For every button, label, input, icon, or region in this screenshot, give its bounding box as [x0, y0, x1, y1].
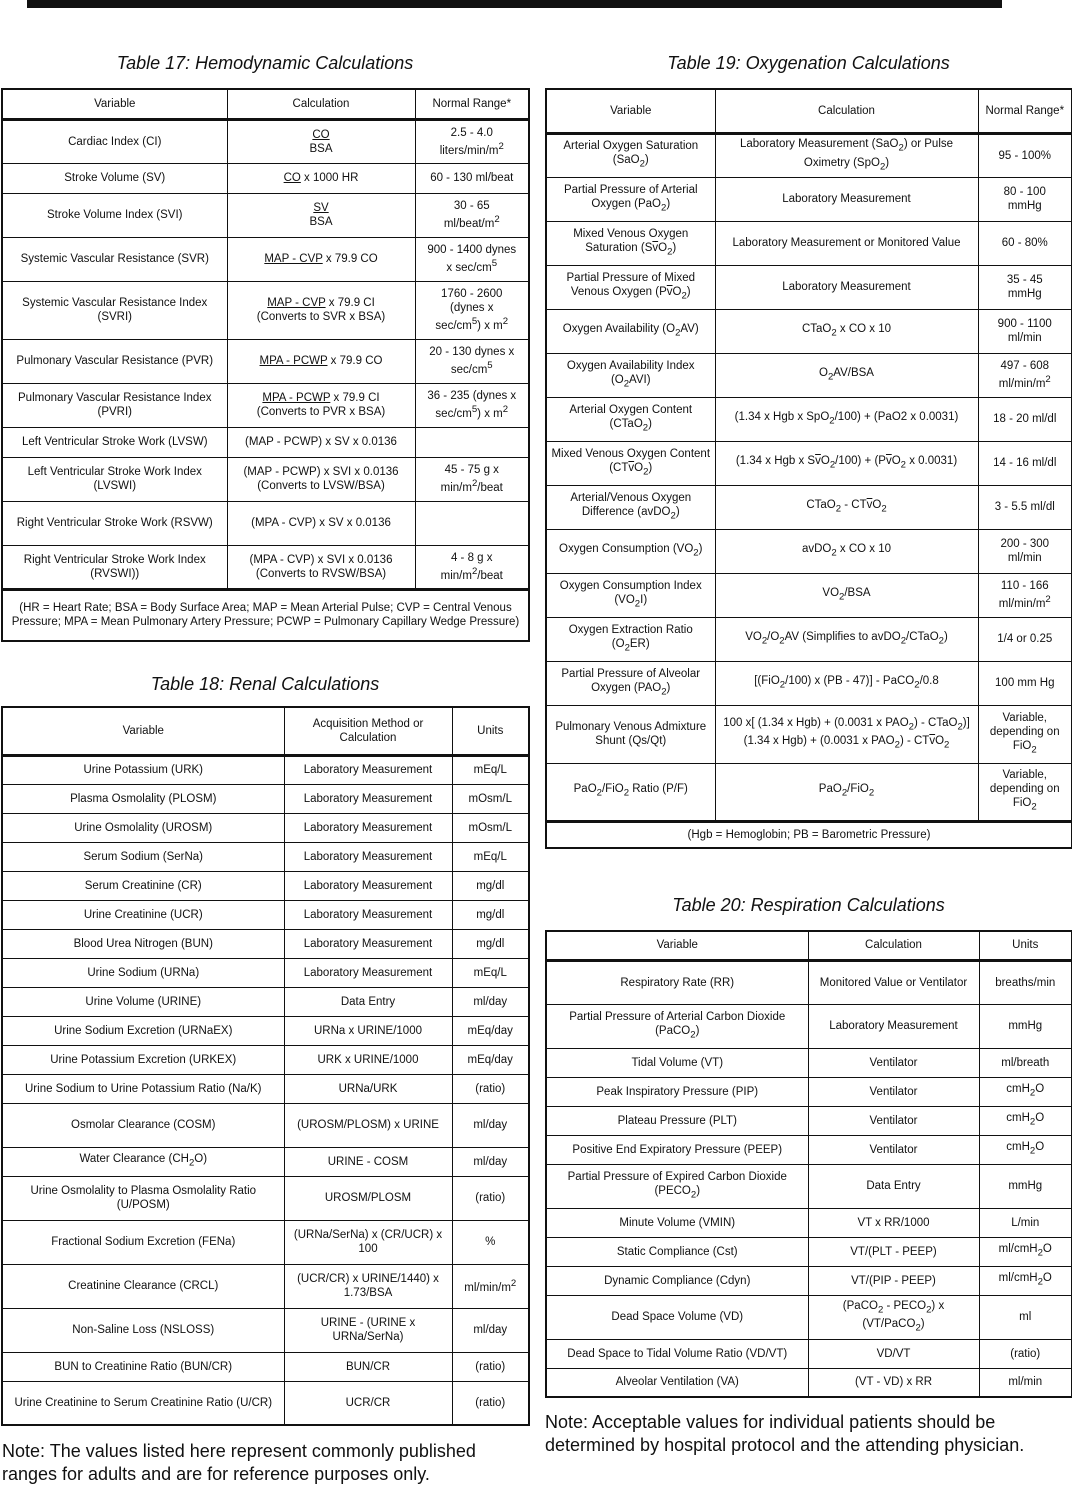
table19-cell-variable: Mixed Venous Oxygen Saturation (SvO$_2$)	[546, 221, 715, 265]
table-row	[2, 958, 529, 987]
table18-cell-calculation: UCR/CR	[284, 1381, 452, 1425]
table19-cell-variable: Oxygen Consumption Index $(VO_2I)$	[546, 573, 715, 617]
table19-cell-variable: Mixed Venous Oxygen Content (CTvO$_2$)	[546, 441, 715, 485]
table18-cell-calculation: (UROSM/PLOSM) x URINE	[284, 1103, 452, 1147]
table17-hemodynamic	[1, 88, 530, 642]
table19-cell-variable: Arterial Oxygen Saturation (SaO$_2$)	[546, 133, 715, 177]
table19-cell-calculation: (1.34 x Hgb x SvO$_2$/100) + (PvO$_2$ x 0.0031)	[715, 441, 978, 485]
table-row	[2, 784, 529, 813]
table20-cell-variable: Partial Pressure of Expired Carbon Dioxide $(PECO_2)$	[546, 1164, 808, 1208]
table18-cell-calculation: Laboratory Measurement	[284, 813, 452, 842]
table18-cell-value: mOsm/L	[452, 813, 529, 842]
table18-cell-variable: Plasma Osmolality (PLOSM)	[2, 784, 284, 813]
table20-cell-value: (ratio)	[979, 1339, 1072, 1368]
table18-cell-calculation: Laboratory Measurement	[284, 929, 452, 958]
table-row	[546, 1164, 1072, 1208]
table-row	[2, 1016, 529, 1045]
table17-cell-variable: Stroke Volume Index (SVI)	[2, 193, 227, 237]
table-row	[546, 617, 1072, 661]
table20-cell-calculation: Ventilator	[808, 1077, 979, 1106]
table18-cell-value: mOsm/L	[452, 784, 529, 813]
table20-cell-value: ml	[979, 1295, 1072, 1339]
table18-cell-value: mEq/day	[452, 1016, 529, 1045]
table-row	[546, 397, 1072, 441]
table-row	[546, 1339, 1072, 1368]
table-row	[546, 1048, 1072, 1077]
table-row	[2, 1352, 529, 1381]
table-row	[546, 1004, 1072, 1048]
table-row	[2, 1147, 529, 1176]
table17-cell-variable: Left Ventricular Stroke Work (LVSW)	[2, 427, 227, 457]
table-row	[2, 545, 529, 589]
table18-cell-value: (ratio)	[452, 1352, 529, 1381]
table18-cell-calculation: Laboratory Measurement	[284, 842, 452, 871]
table-row	[546, 1295, 1072, 1339]
table17-cell-value: 60 - 130 ml/beat	[415, 163, 529, 193]
table-row	[2, 163, 529, 193]
table-row	[2, 1264, 529, 1308]
table19-cell-calculation: Laboratory Measurement	[715, 177, 978, 221]
table20-cell-calculation: (VT - VD) x RR	[808, 1368, 979, 1397]
table18-cell-calculation: Laboratory Measurement	[284, 755, 452, 784]
table18-cell-variable: Blood Urea Nitrogen (BUN)	[2, 929, 284, 958]
table20-cell-value: cmH$_2$O	[979, 1077, 1072, 1106]
table18-cell-value: mg/dl	[452, 900, 529, 929]
table17-cell-variable: Right Ventricular Stroke Work (RSVW)	[2, 501, 227, 545]
table17-header-variable: Variable	[2, 89, 227, 119]
table-row	[2, 987, 529, 1016]
table20-cell-value: mmHg	[979, 1164, 1072, 1208]
table19-cell-calculation: (1.34 x Hgb x SpO$_2$/100) + (PaO2 x 0.0031)	[715, 397, 978, 441]
table18-cell-variable: Urine Sodium (URNa)	[2, 958, 284, 987]
table17-cell-calculation: (MPA - CVP) x SVI x 0.0136 (Converts to RVSW/BSA)	[227, 545, 415, 589]
table18-cell-calculation: URK x URINE/1000	[284, 1045, 452, 1074]
table-row	[2, 119, 529, 163]
table19-footnote-row	[546, 821, 1072, 848]
table20-cell-calculation: Laboratory Measurement	[808, 1004, 979, 1048]
table-row	[2, 193, 529, 237]
table18-cell-value: mEq/L	[452, 842, 529, 871]
table17-cell-value: 2.5 - 4.0 liters/$\min/m^2$	[415, 119, 529, 163]
table-row	[2, 1045, 529, 1074]
table19-header-calculation: Calculation	[715, 89, 978, 133]
table19-cell-value: 900 - 1100 ml/min	[978, 309, 1072, 353]
table19-cell-calculation: CTaO$_2$ x CO x 10	[715, 309, 978, 353]
table18-cell-value: %	[452, 1220, 529, 1264]
table20-cell-calculation: VD/VT	[808, 1339, 979, 1368]
table19-footnote: (Hgb = Hemoglobin; PB = Barometric Pressure)	[546, 821, 1072, 848]
table20-cell-calculation: Ventilator	[808, 1106, 979, 1135]
table18-cell-value: mEq/day	[452, 1045, 529, 1074]
table20-cell-value: breaths/min	[979, 960, 1072, 1004]
table20-cell-variable: Static Compliance (Cst)	[546, 1237, 808, 1266]
table20-cell-calculation: Monitored Value or Ventilator	[808, 960, 979, 1004]
table18-cell-calculation: Laboratory Measurement	[284, 784, 452, 813]
table19-caption: Table 19: Oxygenation Calculations	[667, 53, 950, 73]
table17-cell-calculation: MAP - CVP x 79.9 CO	[227, 237, 415, 281]
table20-cell-value: ml/min	[979, 1368, 1072, 1397]
table-row	[546, 485, 1072, 529]
table-row	[546, 705, 1072, 763]
table-row	[2, 1103, 529, 1147]
table-row	[546, 1237, 1072, 1266]
table18-cell-variable: BUN to Creatinine Ratio (BUN/CR)	[2, 1352, 284, 1381]
table19-cell-variable: Arterial/Venous Oxygen Difference (avDO$_2$)	[546, 485, 715, 529]
table-row	[2, 457, 529, 501]
table18-header-row	[2, 707, 529, 755]
table19-cell-value: 3 - 5.5 ml/dl	[978, 485, 1072, 529]
table18-cell-variable: Urine Volume (URINE)	[2, 987, 284, 1016]
table20-cell-variable: Plateau Pressure (PLT)	[546, 1106, 808, 1135]
table-row	[2, 1074, 529, 1103]
table-row	[546, 1208, 1072, 1237]
table17-cell-value: 30 - 65 $ml/beat/m^2$	[415, 193, 529, 237]
table17-cell-variable: Pulmonary Vascular Resistance (PVR)	[2, 339, 227, 383]
table-row	[2, 755, 529, 784]
table-row	[2, 813, 529, 842]
table19-cell-calculation: 100 x[ (1.34 x Hgb) + (0.0031 x $PAO_2$) - CTaO$_2$)] (1.34 x Hgb) + (0.0031 x $PAO_2$) - CTvO$_2$	[715, 705, 978, 763]
table17-cell-calculation: CO BSA	[227, 119, 415, 163]
table19-oxygenation	[545, 88, 1072, 849]
table17-cell-calculation: MPA - PCWP x 79.9 CI (Converts to PVR x BSA)	[227, 383, 415, 427]
table-row	[546, 309, 1072, 353]
table-row	[2, 1220, 529, 1264]
table20-header-variable: Variable	[546, 931, 808, 960]
table18-cell-calculation: BUN/CR	[284, 1352, 452, 1381]
table18-header-variable: Variable	[2, 707, 284, 755]
table-row	[546, 1368, 1072, 1397]
table18-cell-value: (ratio)	[452, 1074, 529, 1103]
table20-cell-calculation: (PaCO$_2$ - $PECO_2$) x (VT/PaCO$_2$)	[808, 1295, 979, 1339]
table18-cell-calculation: URINE - (URINE x URNa/SerNa)	[284, 1308, 452, 1352]
table18-cell-calculation: UROSM/PLOSM	[284, 1176, 452, 1220]
table17-cell-calculation: SV BSA	[227, 193, 415, 237]
table19-cell-value: 110 - 166 $ml/\min/m^2$	[978, 573, 1072, 617]
table20-cell-value: L/min	[979, 1208, 1072, 1237]
table-row	[546, 573, 1072, 617]
table19-cell-value: 14 - 16 ml/dl	[978, 441, 1072, 485]
table18-cell-variable: Urine Potassium Excretion (URKEX)	[2, 1045, 284, 1074]
table19-cell-value: 95 - 100%	[978, 133, 1072, 177]
table17-footnote-row	[2, 589, 529, 641]
table18-cell-value: ml/day	[452, 1147, 529, 1176]
table20-cell-variable: Dead Space to Tidal Volume Ratio (VD/VT)	[546, 1339, 808, 1368]
table-row	[2, 281, 529, 339]
table-row	[2, 383, 529, 427]
table17-cell-value	[415, 501, 529, 545]
table18-cell-calculation: Laboratory Measurement	[284, 871, 452, 900]
table20-cell-variable: Minute Volume (VMIN)	[546, 1208, 808, 1237]
table18-cell-variable: Urine Sodium to Urine Potassium Ratio (Na/K)	[2, 1074, 284, 1103]
table18-cell-variable: Urine Potassium (URK)	[2, 755, 284, 784]
table18-cell-value: mg/dl	[452, 871, 529, 900]
table17-cell-calculation: (MPA - CVP) x SV x 0.0136	[227, 501, 415, 545]
table-row	[546, 441, 1072, 485]
table20-cell-calculation: Ventilator	[808, 1048, 979, 1077]
table17-cell-calculation: (MAP - PCWP) x SVI x 0.0136 (Converts to LVSW/BSA)	[227, 457, 415, 501]
table19-cell-value: 200 - 300 ml/min	[978, 529, 1072, 573]
table20-cell-variable: Positive End Expiratory Pressure (PEEP)	[546, 1135, 808, 1164]
table19-cell-value: 100 mm Hg	[978, 661, 1072, 705]
table18-cell-variable: Urine Sodium Excretion (URNaEX)	[2, 1016, 284, 1045]
table17-header-value: Normal Range*	[415, 89, 529, 119]
table18-header-calculation: Acquisition Method or Calculation	[284, 707, 452, 755]
table-row	[546, 1266, 1072, 1295]
table19-cell-value: 1/4 or 0.25	[978, 617, 1072, 661]
table17-cell-variable: Systemic Vascular Resistance Index (SVRI)	[2, 281, 227, 339]
table19-cell-variable: Partial Pressure of Alveolar Oxygen $(PAO_2)$	[546, 661, 715, 705]
table20-cell-value: mmHg	[979, 1004, 1072, 1048]
table18-cell-value: mg/dl	[452, 929, 529, 958]
table17-cell-value: 4 - 8 g x $\min/m^2$/beat	[415, 545, 529, 589]
table17-cell-variable: Pulmonary Vascular Resistance Index (PVRI)	[2, 383, 227, 427]
table20-cell-variable: Alveolar Ventilation (VA)	[546, 1368, 808, 1397]
table20-cell-value: ml/cmH$_2$O	[979, 1266, 1072, 1295]
table17-cell-variable: Left Ventricular Stroke Work Index (LVSWI)	[2, 457, 227, 501]
table19-header-row	[546, 89, 1072, 133]
table18-cell-calculation: Laboratory Measurement	[284, 958, 452, 987]
table-row	[2, 237, 529, 281]
table17-cell-value: 1760 - 2600 (dynes x $\sec/cm^5$) x $m^2$	[415, 281, 529, 339]
table17-cell-calculation: CO x 1000 HR	[227, 163, 415, 193]
table19-cell-calculation: $O_2AV$/BSA	[715, 353, 978, 397]
table19-cell-calculation: PaO$_2$/FiO$_2$	[715, 763, 978, 821]
table20-cell-calculation: Data Entry	[808, 1164, 979, 1208]
table20-cell-variable: Dead Space Volume (VD)	[546, 1295, 808, 1339]
table19-cell-value: 497 - 608 $ml/\min/m^2$	[978, 353, 1072, 397]
note-right: Note: Acceptable values for individual patients should be determined by hospital protocol and the attending physician.	[545, 1412, 1025, 1455]
table17-header-row	[2, 89, 529, 119]
table17-cell-calculation: MPA - PCWP x 79.9 CO	[227, 339, 415, 383]
table19-cell-value: 35 - 45 mmHg	[978, 265, 1072, 309]
table18-cell-variable: Creatinine Clearance (CRCL)	[2, 1264, 284, 1308]
table19-header-variable: Variable	[546, 89, 715, 133]
table18-cell-calculation: URNa/URK	[284, 1074, 452, 1103]
table17-cell-variable: Cardiac Index (CI)	[2, 119, 227, 163]
table17-cell-value	[415, 427, 529, 457]
table19-cell-calculation: [(FiO$_2$/100) x (PB - 47)] - PaCO$_2$/0.8	[715, 661, 978, 705]
table19-cell-value: 80 - 100 mmHg	[978, 177, 1072, 221]
table-row	[546, 353, 1072, 397]
table-row	[546, 177, 1072, 221]
table20-cell-value: cmH$_2$O	[979, 1106, 1072, 1135]
table18-cell-value: ml/day	[452, 1103, 529, 1147]
table-row	[546, 1106, 1072, 1135]
table19-cell-calculation: Laboratory Measurement	[715, 265, 978, 309]
table17-cell-value: 20 - 130 dynes x $\sec/cm^5$	[415, 339, 529, 383]
table19-cell-value: Variable, depending on FiO$_2$	[978, 763, 1072, 821]
table19-cell-value: Variable, depending on FiO$_2$	[978, 705, 1072, 763]
table17-caption: Table 17: Hemodynamic Calculations	[116, 53, 414, 73]
table18-cell-value: (ratio)	[452, 1176, 529, 1220]
table18-cell-variable: Water Clearance $(CH_2O)$	[2, 1147, 284, 1176]
table19-cell-variable: Oxygen Consumption $(VO_2)$	[546, 529, 715, 573]
table20-cell-calculation: VT/(PIP - PEEP)	[808, 1266, 979, 1295]
table-row	[546, 763, 1072, 821]
table-row	[546, 960, 1072, 1004]
table-row	[2, 1176, 529, 1220]
table-row	[546, 265, 1072, 309]
table18-cell-variable: Urine Creatinine (UCR)	[2, 900, 284, 929]
table20-cell-calculation: VT x RR/1000	[808, 1208, 979, 1237]
table-row	[546, 133, 1072, 177]
top-rule	[27, 0, 1002, 8]
table20-respiration	[545, 930, 1072, 1398]
table18-cell-variable: Urine Osmolality to Plasma Osmolality Ratio (U/POSM)	[2, 1176, 284, 1220]
table-row	[2, 501, 529, 545]
table17-cell-value: 900 - 1400 dynes x $\sec/cm^5$	[415, 237, 529, 281]
table-row	[2, 1308, 529, 1352]
table18-cell-calculation: URNa x URINE/1000	[284, 1016, 452, 1045]
table19-cell-variable: Arterial Oxygen Content (CTaO$_2$)	[546, 397, 715, 441]
table19-cell-value: 18 - 20 ml/dl	[978, 397, 1072, 441]
table-row	[546, 221, 1072, 265]
table18-cell-calculation: Data Entry	[284, 987, 452, 1016]
table17-cell-variable: Stroke Volume (SV)	[2, 163, 227, 193]
table17-cell-calculation: (MAP - PCWP) x SV x 0.0136	[227, 427, 415, 457]
table19-cell-calculation: Laboratory Measurement or Monitored Value	[715, 221, 978, 265]
table19-cell-calculation: avDO$_2$ x CO x 10	[715, 529, 978, 573]
table18-cell-value: mEq/L	[452, 755, 529, 784]
table18-caption: Table 18: Renal Calculations	[150, 674, 380, 694]
table-row	[546, 661, 1072, 705]
table20-cell-variable: Dynamic Compliance (Cdyn)	[546, 1266, 808, 1295]
table-row	[546, 529, 1072, 573]
table18-cell-calculation: (URNa/SerNa) x (CR/UCR) x 100	[284, 1220, 452, 1264]
table19-cell-calculation: $VO_2/O_2AV$ (Simplifies to avDO$_2$/CTaO$_2$)	[715, 617, 978, 661]
table20-cell-calculation: VT/(PLT - PEEP)	[808, 1237, 979, 1266]
table19-header-value: Normal Range*	[978, 89, 1072, 133]
table18-cell-variable: Urine Osmolality (UROSM)	[2, 813, 284, 842]
table19-cell-variable: Partial Pressure of Mixed Venous Oxygen (PvO$_2$)	[546, 265, 715, 309]
table18-cell-value: ml/day	[452, 1308, 529, 1352]
table20-header-row	[546, 931, 1072, 960]
table20-cell-value: ml/breath	[979, 1048, 1072, 1077]
table18-cell-variable: Non-Saline Loss (NSLOSS)	[2, 1308, 284, 1352]
table19-cell-variable: Partial Pressure of Arterial Oxygen (PaO$_2$)	[546, 177, 715, 221]
table19-cell-calculation: CTaO$_2$ - CTvO$_2$	[715, 485, 978, 529]
table18-cell-value: $ml/\min/m^2$	[452, 1264, 529, 1308]
table-row	[2, 339, 529, 383]
table18-cell-value: ml/day	[452, 987, 529, 1016]
table17-cell-value: 45 - 75 g x $\min/m^2$/beat	[415, 457, 529, 501]
table-row	[2, 842, 529, 871]
table18-cell-variable: Serum Sodium (SerNa)	[2, 842, 284, 871]
table20-cell-value: cmH$_2$O	[979, 1135, 1072, 1164]
note-left: Note: The values listed here represent commonly published ranges for adults and are for reference purposes only.	[2, 1441, 476, 1484]
table20-header-calculation: Calculation	[808, 931, 979, 960]
table19-cell-variable: PaO$_2$/FiO$_2$ Ratio (P/F)	[546, 763, 715, 821]
table18-cell-variable: Osmolar Clearance (COSM)	[2, 1103, 284, 1147]
table18-cell-variable: Fractional Sodium Excretion (FENa)	[2, 1220, 284, 1264]
table18-header-value: Units	[452, 707, 529, 755]
table18-cell-value: mEq/L	[452, 958, 529, 987]
table-row	[2, 427, 529, 457]
table19-cell-value: 60 - 80%	[978, 221, 1072, 265]
table18-cell-variable: Serum Creatinine (CR)	[2, 871, 284, 900]
table20-cell-variable: Peak Inspiratory Pressure (PIP)	[546, 1077, 808, 1106]
table19-cell-variable: Oxygen Availability $(O_2AV)$	[546, 309, 715, 353]
table20-cell-variable: Respiratory Rate (RR)	[546, 960, 808, 1004]
table20-cell-value: ml/cmH$_2$O	[979, 1237, 1072, 1266]
table19-cell-variable: Pulmonary Venous Admixture Shunt (Qs/Qt)	[546, 705, 715, 763]
table18-renal	[1, 706, 530, 1426]
table17-footnote: (HR = Heart Rate; BSA = Body Surface Area; MAP = Mean Arterial Pulse; CVP = Central Venous Pressure; MPA = Mean Pulmonary Artery Pressure; PCWP = Pulmonary Capillary Wedge Pressure)	[2, 589, 529, 641]
table17-cell-variable: Right Ventricular Stroke Work Index (RVSWI))	[2, 545, 227, 589]
table20-cell-calculation: Ventilator	[808, 1135, 979, 1164]
table-row	[2, 900, 529, 929]
table17-header-calculation: Calculation	[227, 89, 415, 119]
table18-cell-calculation: Laboratory Measurement	[284, 900, 452, 929]
table19-cell-variable: Oxygen Extraction Ratio $(O_2ER)$	[546, 617, 715, 661]
table-row	[2, 1381, 529, 1425]
table19-cell-calculation: Laboratory Measurement (SaO$_2$) or Pulse Oximetry (SpO$_2$)	[715, 133, 978, 177]
table18-cell-value: (ratio)	[452, 1381, 529, 1425]
table-row	[2, 929, 529, 958]
table18-cell-variable: Urine Creatinine to Serum Creatinine Ratio (U/CR)	[2, 1381, 284, 1425]
table20-caption: Table 20: Respiration Calculations	[672, 895, 945, 915]
table19-cell-variable: Oxygen Availability Index $(O_2AVI)$	[546, 353, 715, 397]
table20-cell-variable: Partial Pressure of Arterial Carbon Dioxide (PaCO$_2$)	[546, 1004, 808, 1048]
table18-cell-calculation: URINE - COSM	[284, 1147, 452, 1176]
table-row	[546, 1135, 1072, 1164]
table-row	[546, 1077, 1072, 1106]
table17-cell-variable: Systemic Vascular Resistance (SVR)	[2, 237, 227, 281]
table18-cell-calculation: (UCR/CR) x URINE/1440) x 1.73/BSA	[284, 1264, 452, 1308]
table17-cell-value: 36 - 235 (dynes x $\sec/cm^5$) x $m^2$	[415, 383, 529, 427]
table19-cell-calculation: $VO_2$/BSA	[715, 573, 978, 617]
table20-header-value: Units	[979, 931, 1072, 960]
table-row	[2, 871, 529, 900]
table17-cell-calculation: MAP - CVP x 79.9 CI (Converts to SVR x BSA)	[227, 281, 415, 339]
table20-cell-variable: Tidal Volume (VT)	[546, 1048, 808, 1077]
